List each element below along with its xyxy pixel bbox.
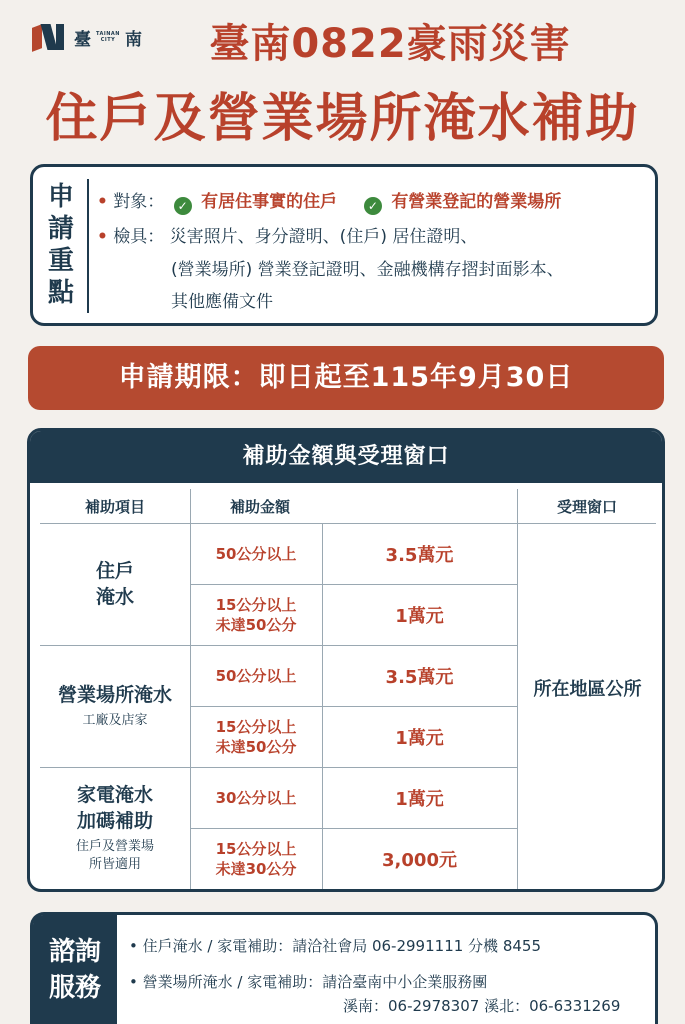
contact-tag: 諮詢 服務	[33, 915, 117, 1024]
page-title-line1: 臺南0822豪雨災害	[209, 21, 571, 67]
col-header-amount: 補助金額	[229, 497, 290, 516]
item-business-flood: 營業場所淹水 工廠及店家	[57, 684, 172, 728]
contact-line-business: • 營業場所淹水 / 家電補助：請洽臺南中小企業服務團	[129, 973, 488, 991]
amount-cell: 3.5萬元	[385, 666, 454, 688]
condition-cell: 50公分以上	[215, 544, 297, 563]
key-points-tag: 申 請 重 點	[47, 182, 74, 308]
condition-cell: 15公分以上 未達50公分	[215, 717, 297, 756]
docs-line-2: (營業場所) 營業登記證明、金融機構存摺封面影本、	[171, 260, 564, 280]
contact-line-resident: • 住戶淹水 / 家電補助：請洽社會局 06-2991111 分機 8455	[129, 937, 541, 955]
amount-cell: 1萬元	[395, 605, 444, 627]
table-title: 補助金額與受理窗口	[30, 431, 662, 483]
deadline-banner: 申請期限：即日起至115年9月30日	[28, 346, 664, 410]
check-icon: ✓	[364, 197, 382, 215]
subsidy-table	[27, 428, 665, 892]
docs-line-3: 其他應備文件	[171, 292, 273, 312]
amount-cell: 1萬元	[395, 788, 444, 810]
application-key-points	[30, 164, 658, 326]
item-appliance-bonus: 家電淹水 加碼補助 住戶及營業場 所皆適用	[75, 784, 154, 872]
condition-cell: 15公分以上 未達30公分	[215, 839, 297, 878]
condition-cell: 50公分以上	[215, 666, 297, 685]
amount-cell: 1萬元	[395, 727, 444, 749]
page-title-line2: 住戶及營業場所淹水補助	[45, 89, 640, 149]
docs-line: • 檢具： 災害照片、身分證明、(住戶) 居住證明、	[97, 227, 478, 247]
contact-line-phones: 溪南：06-2978307 溪北：06-6331269	[343, 997, 621, 1015]
amount-cell: 3,000元	[382, 849, 457, 871]
divider	[87, 179, 89, 313]
logo-text: 臺 TAINAN CITY 南	[74, 29, 142, 50]
check-icon: ✓	[174, 197, 192, 215]
window-cell: 所在地區公所	[533, 679, 642, 700]
city-logo	[32, 22, 142, 52]
amount-cell: 3.5萬元	[385, 544, 454, 566]
item-resident-flood: 住戶 淹水	[95, 560, 134, 608]
contact-service	[30, 912, 658, 1024]
target-line: • 對象： ✓ 有居住事實的住戶 ✓ 有營業登記的營業場所	[97, 192, 562, 213]
tainan-logo-icon	[32, 22, 68, 52]
condition-cell: 30公分以上	[215, 788, 297, 807]
condition-cell: 15公分以上 未達50公分	[215, 595, 297, 634]
col-header-item: 補助項目	[84, 497, 145, 516]
col-header-window: 受理窗口	[556, 497, 617, 516]
